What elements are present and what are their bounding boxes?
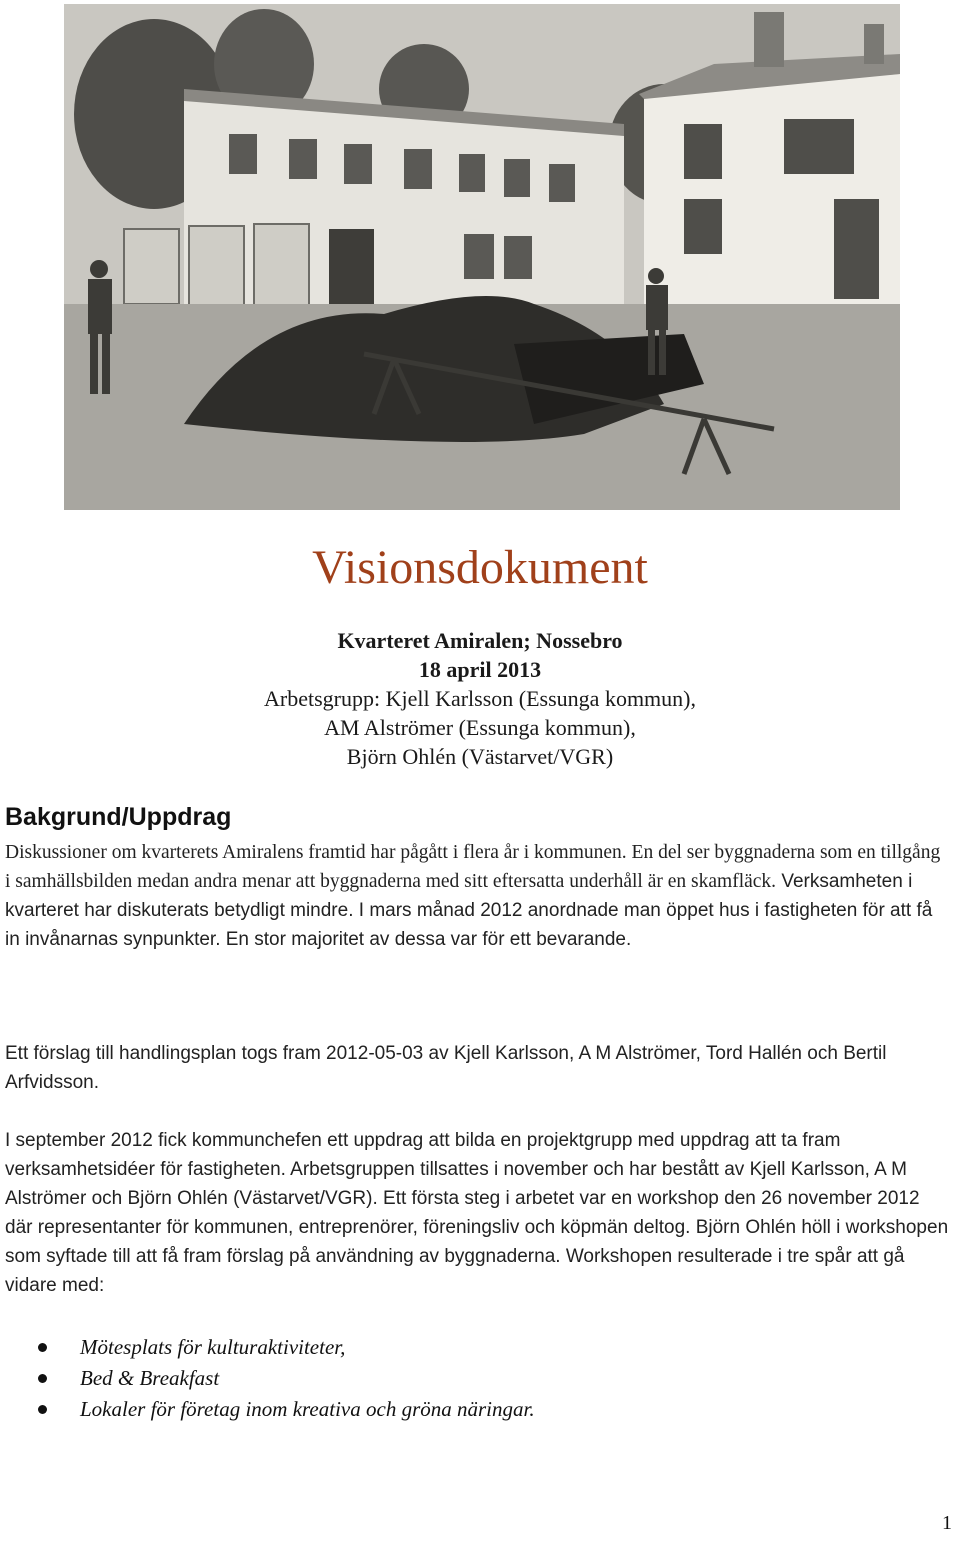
- paragraph-background-serif: Diskussioner om kvarterets Amiralens framtid har pågått i flera år i kommunen. En del ser byggnaderna som en tillgång i samhällsbilden medan andra menar att byggnaderna med sitt eftersatta underhåll är en skamfläck.: [5, 842, 941, 892]
- historic-photo: [64, 4, 900, 510]
- list-item: Mötesplats för kulturaktiviteter,: [0, 1332, 535, 1363]
- document-title: Visionsdokument: [312, 541, 648, 594]
- bullet-icon: [38, 1374, 47, 1383]
- bullet-icon: [38, 1343, 47, 1352]
- page-number: 1: [942, 1512, 952, 1534]
- outcome-list: [0, 1332, 535, 1425]
- workgroup-line: AM Alströmer (Essunga kommun),: [324, 715, 636, 740]
- document-date: 18 april 2013: [418, 657, 542, 682]
- paragraph-workshop: I september 2012 fick kommunchefen ett uppdrag att bilda en projektgrupp med uppdrag att ta fram verksamhetsidéer för fastigheten. Arbetsgruppen tillsattes i november och har bestått av Kjell Karlsson, A M Alströmer och Björn Ohlén (Västarvet/VGR). Ett första steg i arbetet var en workshop den 26 november 2012 där representanter för kommunen, entreprenörer, föreningsliv och köpmän deltog. Björn Ohlén höll i workshopen som syftade till att få fram förslag på användning av byggnaderna. Workshopen resulterade i tre spår att gå vidare med:: [5, 1130, 949, 1296]
- document-subtitle: Kvarteret Amiralen; Nossebro: [337, 628, 623, 653]
- document-meta: [0, 626, 960, 771]
- photo-illustration: [64, 4, 900, 510]
- paragraph-background: [5, 838, 950, 954]
- paragraph-action-plan: Ett förslag till handlingsplan togs fram 2012-05-03 av Kjell Karlsson, A M Alströmer, Tord Hallén och Bertil Arfvidsson.: [5, 1043, 887, 1093]
- paragraph-background-sans: Verksamheten i kvarteret har diskuterats betydligt mindre. I mars månad 2012 anordnade man öppet hus i fastigheten för att få in invånarnas synpunkter. En stor majoritet av dessa var för ett bevarande.: [5, 871, 933, 950]
- list-item: Bed & Breakfast: [0, 1363, 535, 1394]
- bullet-icon: [38, 1405, 47, 1414]
- section-heading: Bakgrund/Uppdrag: [5, 803, 232, 831]
- list-item: Lokaler för företag inom kreativa och gröna näringar.: [0, 1394, 535, 1425]
- workgroup-line: Björn Ohlén (Västarvet/VGR): [346, 744, 614, 769]
- workgroup-line: Arbetsgrupp: Kjell Karlsson (Essunga kommun),: [264, 686, 696, 711]
